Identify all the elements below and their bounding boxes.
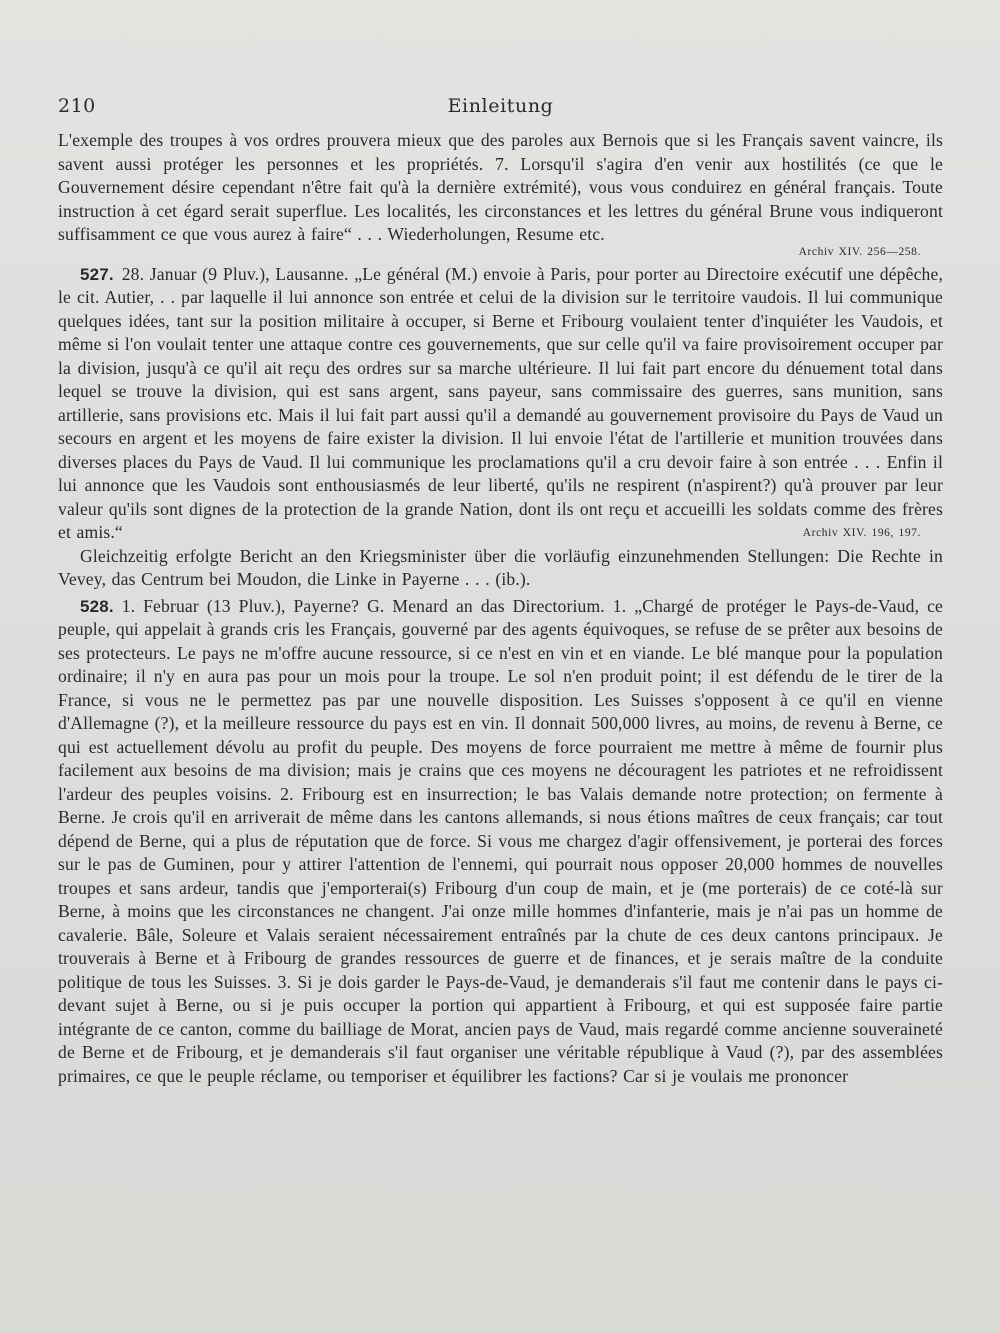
page-header bbox=[58, 95, 943, 121]
entry-527 bbox=[58, 263, 943, 545]
page-number: 210 bbox=[58, 95, 96, 117]
opening-paragraph: L'exemple des troupes à vos ordres prouvera mieux que des paroles aux Bernois que si les Français savent vaincre, ils savent aussi protéger les personnes et les propriétés. 7. Lorsqu'il s'agira d'en venir aux hostilités (ce que le Gouvernement désire cependant n'être fait qu'à la dernière extrémité), vous vous conduirez en général français. Toute instruction à cet égard serait superflue. Les localités, les circonstances et les lettres du général Brune vous indiqueront suffisamment ce que vous aurez à faire“ . . . Wiederholungen, Resume etc. bbox=[58, 130, 943, 244]
body-text bbox=[58, 129, 943, 1088]
entry-527-follow-up: Gleichzeitig erfolgte Bericht an den Kriegsminister über die vorläufig einzunehmenden Stellungen: Die Rechte in Vevey, das Centrum bei Moudon, die Linke in Payerne . . . (ib.). bbox=[58, 545, 943, 589]
running-head: Einleitung bbox=[447, 95, 554, 117]
source-citation: Archiv XIV. 196, 197. bbox=[802, 527, 921, 539]
source-citation: Archiv XIV. 256—258. bbox=[798, 245, 921, 258]
entry-number: 528. bbox=[80, 596, 114, 616]
entry-number: 527. bbox=[80, 264, 114, 284]
entry-text: 1. Februar (13 Pluv.), Payerne? G. Menard an das Directorium. 1. „Chargé de protéger le Pays-de-Vaud, ce peuple, qui appelait à grands cris les Français, gouverné par des agents équivoques, se refuse de se prêter aux besoins de ses protecteurs. Le pays ne m'offre aucune ressource, si ce n'est en vin et en viande. Le blé manque pour la population ordinaire; il n'y en aura pas pour un mois pour la troupe. Le sol n'en produit point; il est défendu de le tirer de la France, si vous ne le permettez pas par une nouvelle disposition. Les Suisses s'opposent à ce qu'il en vienne d'Allemagne (?), et la meilleure ressource du pays est en vin. Il donnait 500,000 livres, au moins, de revenu à Berne, ce qui est actuellement dévolu au profit du peuple. Des moyens de force pourraient me mettre à même de fournir plus facilement aux besoins de ma division; mais je crains que ces moyens ne découragent les patriotes et ne refroidissent l'ardeur des peuples voisins. 2. Fribourg est en insurrection; le bas Valais demande notre protection; on fermente à Berne. Je crois qu'il en arriverait de même dans les cantons allemands, si nous étions maîtres de ceux français; car tout dépend de Berne, qui a plus de réputation que de force. Si vous me chargez d'agir offensivement, je porterai des forces sur le pas de Guminen, pour y attirer l'attention de l'ennemi, qui pourrait nous opposer 20,000 hommes de nouvelles troupes et sans ardeur, tandis que j'emporterai(s) Fribourg d'un coup de main, et je (me porterais) de ce coté-là sur Berne, à moins que les circonstances ne changent. J'ai onze mille hommes d'infanterie, mais je n'ai pas un homme de cavalerie. Bâle, Soleure et Valais seraient nécessairement entraînés par la chute de ces deux cantons principaux. Je trouverais à Berne et à Fribourg de grandes ressources de guerre et de finances, et je serais maître de la conduite politique de tous les Suisses. 3. Si je dois garder le Pays-de-Vaud, je demanderais s'il faut me contenir dans le pays ci-devant sujet à Berne, ou si je puis occuper la portion qui appartient à Fribourg, et qui est supposée faire partie intégrante de ce canton, comme du bailliage de Morat, ancien pays de Vaud, mais regardé comme ancienne souveraineté de Berne et de Fribourg, et je demanderais s'il faut organiser une véritable république à Vaud (?), par des assemblées primaires, ce que le peuple réclame, ou temporiser et équilibrer les factions? Car si je voulais me prononcer bbox=[58, 595, 943, 1086]
entry-text: 28. Januar (9 Pluv.), Lausanne. „Le général (M.) envoie à Paris, pour porter au Directoire exécutif une dépêche, le cit. Autier, . . par laquelle il lui annonce son entrée et celui de la division sur le territoire vaudois. Il lui communique quelques idées, tant sur la position militaire à occuper, si Berne et Fribourg voulaient tenter d'inquiéter les Vaudois, et même si l'on voulait tenter une attaque contre ces gouvernements, que sur celle qu'il va faire provisoirement occuper par la division, jusqu'à ce qu'il ait reçu des ordres sur sa marche ultérieure. Il lui fait part encore du dénuement total dans lequel se trouve la division, qui est sans argent, sans payeur, sans commissaire des guerres, sans munition, sans artillerie, sans provisions etc. Mais il lui fait part aussi qu'il a demandé au gouvernement provisoire du Pays de Vaud un secours en argent et les moyens de faire exister la division. Il lui envoie l'état de l'artillerie et munition trouvées dans diverses places du Pays de Vaud. Il lui communique les proclamations qu'il a cru devoir faire à son entrée . . . Enfin il lui annonce que les Vaudois sont enthousiasmés de leur liberté, qu'ils ne respirent (n'aspirent?) qu'à prouver par leur valeur qu'ils sont dignes de la protection de la grande Nation, dont ils ont reçu et accueilli les soldats comme des frères et amis.“ bbox=[58, 263, 943, 542]
entry-528 bbox=[58, 595, 943, 1089]
